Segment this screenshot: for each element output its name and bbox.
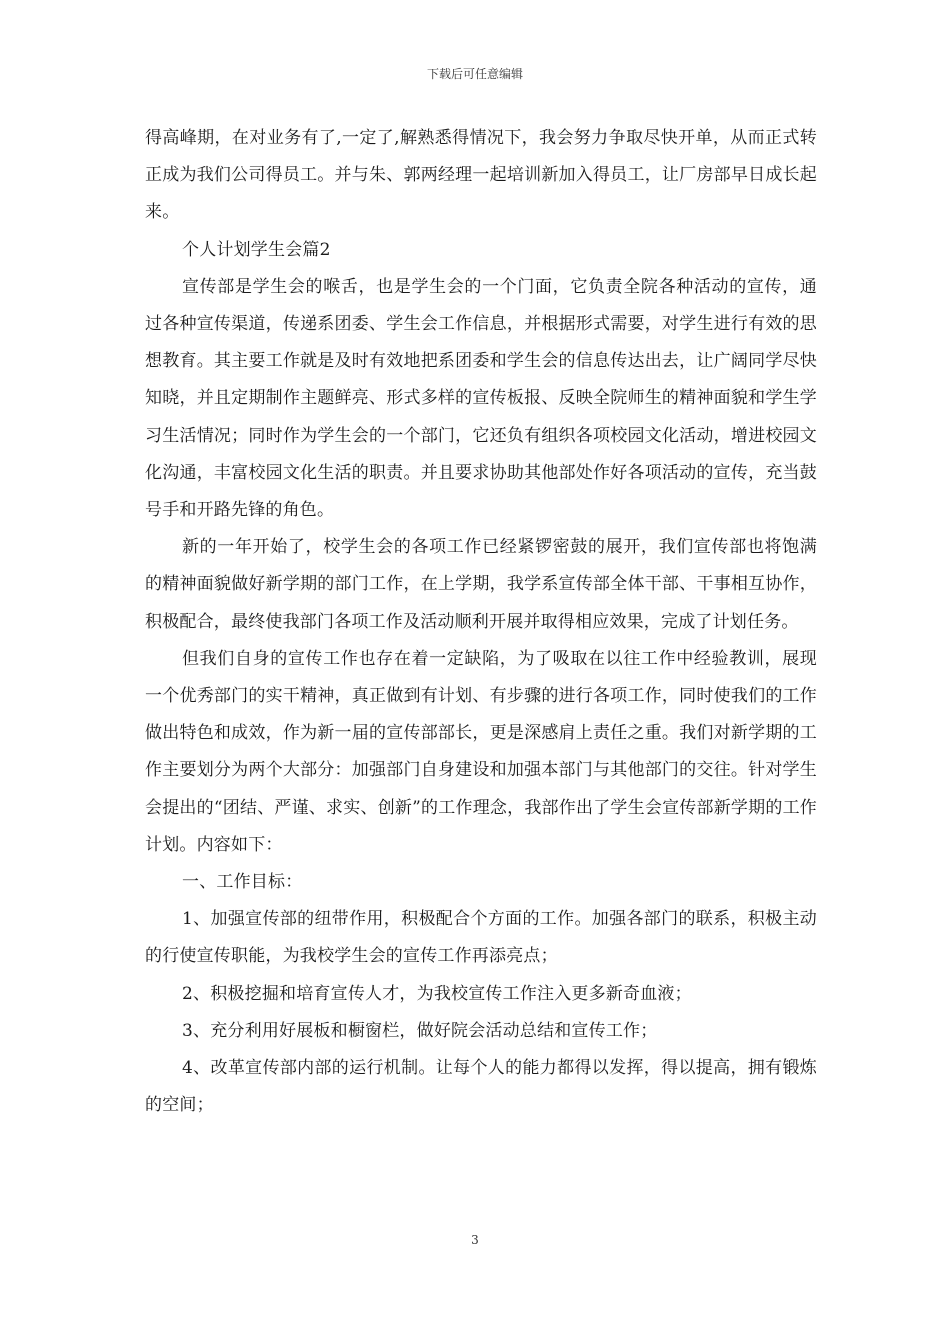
section-heading: 个人计划学生会篇2 xyxy=(182,239,331,260)
page-number: 3 xyxy=(471,1233,479,1247)
subheading: 一、工作目标： xyxy=(182,872,303,893)
list-item: 1、加强宣传部的纽带作用，积极配合个方面的工作。加强各部门的联系，积极主动的行使宣传职能，为我校学生会的宣传工作再添亮点； xyxy=(145,909,817,967)
list-item: 4、改革宣传部内部的运行机制。让每个人的能力都得以发挥，得以提高，拥有锻炼的空间； xyxy=(145,1058,817,1116)
paragraph: 宣传部是学生会的喉舌，也是学生会的一个门面，它负责全院各种活动的宣传，通过各种宣传渠道，传递系团委、学生会工作信息，并根据形式需要，对学生进行有效的思想教育。其主要工作就是及时有效地把系团委和学生会的信息传达出去，让广阔同学尽快知晓，并且定期制作主题鲜亮、形式多样的宣传板报、反映全院师生的精神面貌和学生学习生活情况；同时作为学生会的一个部门，它还负有组织各项校园文化活动，增进校园文化沟通，丰富校园文化生活的职责。并且要求协助其他部处作好各项活动的宣传，充当鼓号手和开路先锋的角色。 xyxy=(145,276,817,521)
paragraph-continuation: 得高峰期，在对业务有了,一定了,解熟悉得情况下，我会努力争取尽快开单，从而正式转正成为我们公司得员工。并与朱、郭两经理一起培训新加入得员工，让厂房部早日成长起来。 xyxy=(145,128,817,223)
paragraph: 但我们自身的宣传工作也存在着一定缺陷，为了吸取在以往工作中经验教训，展现一个优秀部门的实干精神，真正做到有计划、有步骤的进行各项工作，同时使我们的工作做出特色和成效，作为新一届的宣传部部长，更是深感肩上责任之重。我们对新学期的工作主要划分为两个大部分：加强部门自身建设和加强本部门与其他部门的交往。针对学生会提出的“团结、严谨、求实、创新”的工作理念，我部作出了学生会宣传部新学期的工作计划。内容如下： xyxy=(145,648,817,855)
paragraph: 新的一年开始了，校学生会的各项工作已经紧锣密鼓的展开，我们宣传部也将饱满的精神面貌做好新学期的部门工作，在上学期，我学系宣传部全体干部、干事相互协作，积极配合，最终使我部门各项工作及活动顺利开展并取得相应效果，完成了计划任务。 xyxy=(145,537,817,632)
document-body xyxy=(145,120,817,1124)
list-item: 2、积极挖掘和培育宣传人才，为我校宣传工作注入更多新奇血液； xyxy=(182,983,692,1004)
page-header-note: 下载后可任意编辑 xyxy=(426,67,523,81)
list-item: 3、充分利用好展板和橱窗栏，做好院会活动总结和宣传工作； xyxy=(182,1020,658,1041)
